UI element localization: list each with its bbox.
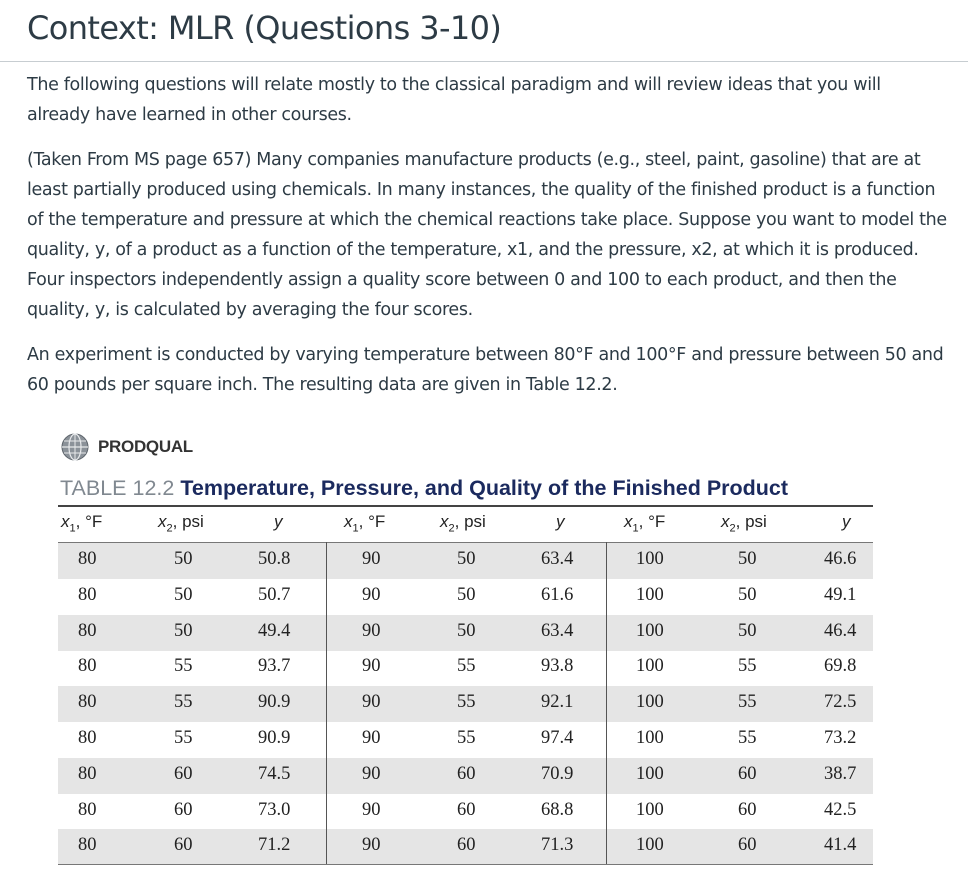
table-cell: 100 (636, 835, 664, 856)
table-cell: 74.5 (258, 763, 291, 784)
table-cell: 90 (362, 799, 381, 820)
table-cell: 50 (457, 620, 476, 641)
table-cell: 100 (636, 763, 664, 784)
table-cell: 71.3 (541, 835, 574, 856)
table-cell: 50 (174, 549, 193, 569)
intro-paragraph: The following questions will relate mostly to the classical paradigm and will review ideas that you will already have learned in other courses. (27, 75, 881, 125)
tbl-bottom (58, 864, 873, 865)
table-cell: 80 (78, 835, 97, 856)
table-cell: 55 (738, 656, 757, 677)
table-cell: 80 (78, 728, 97, 748)
group-divider (326, 542, 327, 864)
page-title: Context: MLR (Questions 3-10) (27, 9, 502, 47)
table-cell: 55 (174, 656, 193, 677)
column-header: $x_1$, °F (624, 512, 666, 535)
context-paragraph: (Taken From MS page 657) Many companies manufacture products (e.g., steel, paint, gasoline) that are at least partially produced using chemicals. In many instances, the quality of the finished product is a function of the temperature and pressure at which the chemical reactions take place. Suppose you want to model the quality, y, of a product as a function of the temperature, x1, and the pressure, x2, at which it is produced. Four inspectors independently assign a quality score between 0 and 100 to each product, and then the quality, y, is calculated by averaging the four scores. (27, 150, 947, 320)
experiment-paragraph: An experiment is conducted by varying temperature between 80°F and 100°F and pressure between 50 and 60 pounds per square inch. The resulting data are given in Table 12.2. (27, 345, 944, 395)
tbl-head-rule (58, 542, 873, 543)
table-cell: 100 (636, 620, 664, 641)
column-header: $x_2$, psi (440, 512, 486, 535)
table-cell: 72.5 (824, 692, 857, 713)
table-cell: 90 (362, 549, 381, 569)
table-cell: 60 (174, 835, 193, 856)
table-cell: 80 (78, 549, 97, 569)
column-header: y (842, 512, 851, 531)
table-cell: 90 (362, 728, 381, 748)
table-number: TABLE 12.2 (60, 476, 175, 500)
table-cell: 73.0 (258, 799, 291, 820)
table-cell: 90 (362, 584, 381, 605)
table-cell: 60 (174, 799, 193, 820)
table-title: Temperature, Pressure, and Quality of the Finished Product (180, 476, 789, 500)
table-cell: 50 (738, 620, 757, 641)
table-cell: 49.4 (258, 620, 291, 641)
table-caption (60, 476, 788, 501)
table-cell: 90 (362, 835, 381, 856)
group-divider (606, 542, 607, 864)
table-cell: 80 (78, 584, 97, 605)
table-cell: 100 (636, 549, 664, 569)
table-cell: 55 (457, 728, 476, 748)
table-cell: 68.8 (541, 799, 574, 820)
table-cell: 50 (174, 620, 193, 641)
table-cell: 93.8 (541, 656, 574, 677)
table-cell: 70.9 (541, 763, 574, 784)
table-cell: 55 (738, 728, 757, 748)
table-cell: 42.5 (824, 799, 857, 820)
title-divider (0, 61, 968, 62)
table-cell: 73.2 (824, 728, 857, 748)
column-header: y (274, 512, 283, 531)
table-cell: 80 (78, 656, 97, 677)
table-cell: 63.4 (541, 549, 574, 569)
table-cell: 100 (636, 799, 664, 820)
table-cell: 46.6 (824, 549, 857, 569)
column-header: $x_2$, psi (158, 512, 204, 535)
globe-icon (60, 432, 90, 462)
table-cell: 97.4 (541, 728, 574, 748)
column-header: $x_2$, psi (721, 512, 767, 535)
table-cell: 71.2 (258, 835, 291, 856)
table-cell: 60 (457, 799, 476, 820)
table-cell: 50.8 (258, 549, 291, 569)
table-cell: 50.7 (258, 584, 291, 605)
column-header: y (556, 512, 565, 531)
table-cell: 100 (636, 728, 664, 748)
table-cell: 61.6 (541, 584, 574, 605)
table-cell: 60 (738, 763, 757, 784)
table-cell: 80 (78, 799, 97, 820)
table-cell: 50 (174, 584, 193, 605)
table-cell: 49.1 (824, 584, 857, 605)
table-cell: 90.9 (258, 728, 291, 748)
table-cell: 60 (174, 763, 193, 784)
table-cell: 50 (457, 549, 476, 569)
table-cell: 55 (738, 692, 757, 713)
table-cell: 100 (636, 656, 664, 677)
table-cell: 60 (738, 835, 757, 856)
table-cell: 60 (457, 835, 476, 856)
table-cell: 60 (738, 799, 757, 820)
table-cell: 46.4 (824, 620, 857, 641)
column-header: $x_1$, °F (61, 512, 103, 535)
table-cell: 63.4 (541, 620, 574, 641)
table-cell: 80 (78, 620, 97, 641)
table-cell: 92.1 (541, 692, 574, 713)
table-cell: 100 (636, 692, 664, 713)
table-cell: 80 (78, 763, 97, 784)
table-cell: 60 (457, 763, 476, 784)
table-cell: 90 (362, 692, 381, 713)
table-cell: 93.7 (258, 656, 291, 677)
dataset-link[interactable] (60, 432, 193, 462)
column-header: $x_1$, °F (344, 512, 386, 535)
table-cell: 100 (636, 584, 664, 605)
table-cell: 80 (78, 692, 97, 713)
table-cell: 90 (362, 656, 381, 677)
table-cell: 50 (457, 584, 476, 605)
table-cell: 50 (738, 549, 757, 569)
dataset-label: PRODQUAL (98, 437, 193, 456)
table-cell: 90.9 (258, 692, 291, 713)
table-cell: 55 (174, 692, 193, 713)
table-cell: 38.7 (824, 763, 857, 784)
table-cell: 55 (174, 728, 193, 748)
table-cell: 50 (738, 584, 757, 605)
tbl-top (58, 505, 873, 507)
table-cell: 90 (362, 620, 381, 641)
table-cell: 55 (457, 692, 476, 713)
table-cell: 41.4 (824, 835, 857, 856)
table-cell: 69.8 (824, 656, 857, 677)
table-cell: 90 (362, 763, 381, 784)
table-cell: 55 (457, 656, 476, 677)
